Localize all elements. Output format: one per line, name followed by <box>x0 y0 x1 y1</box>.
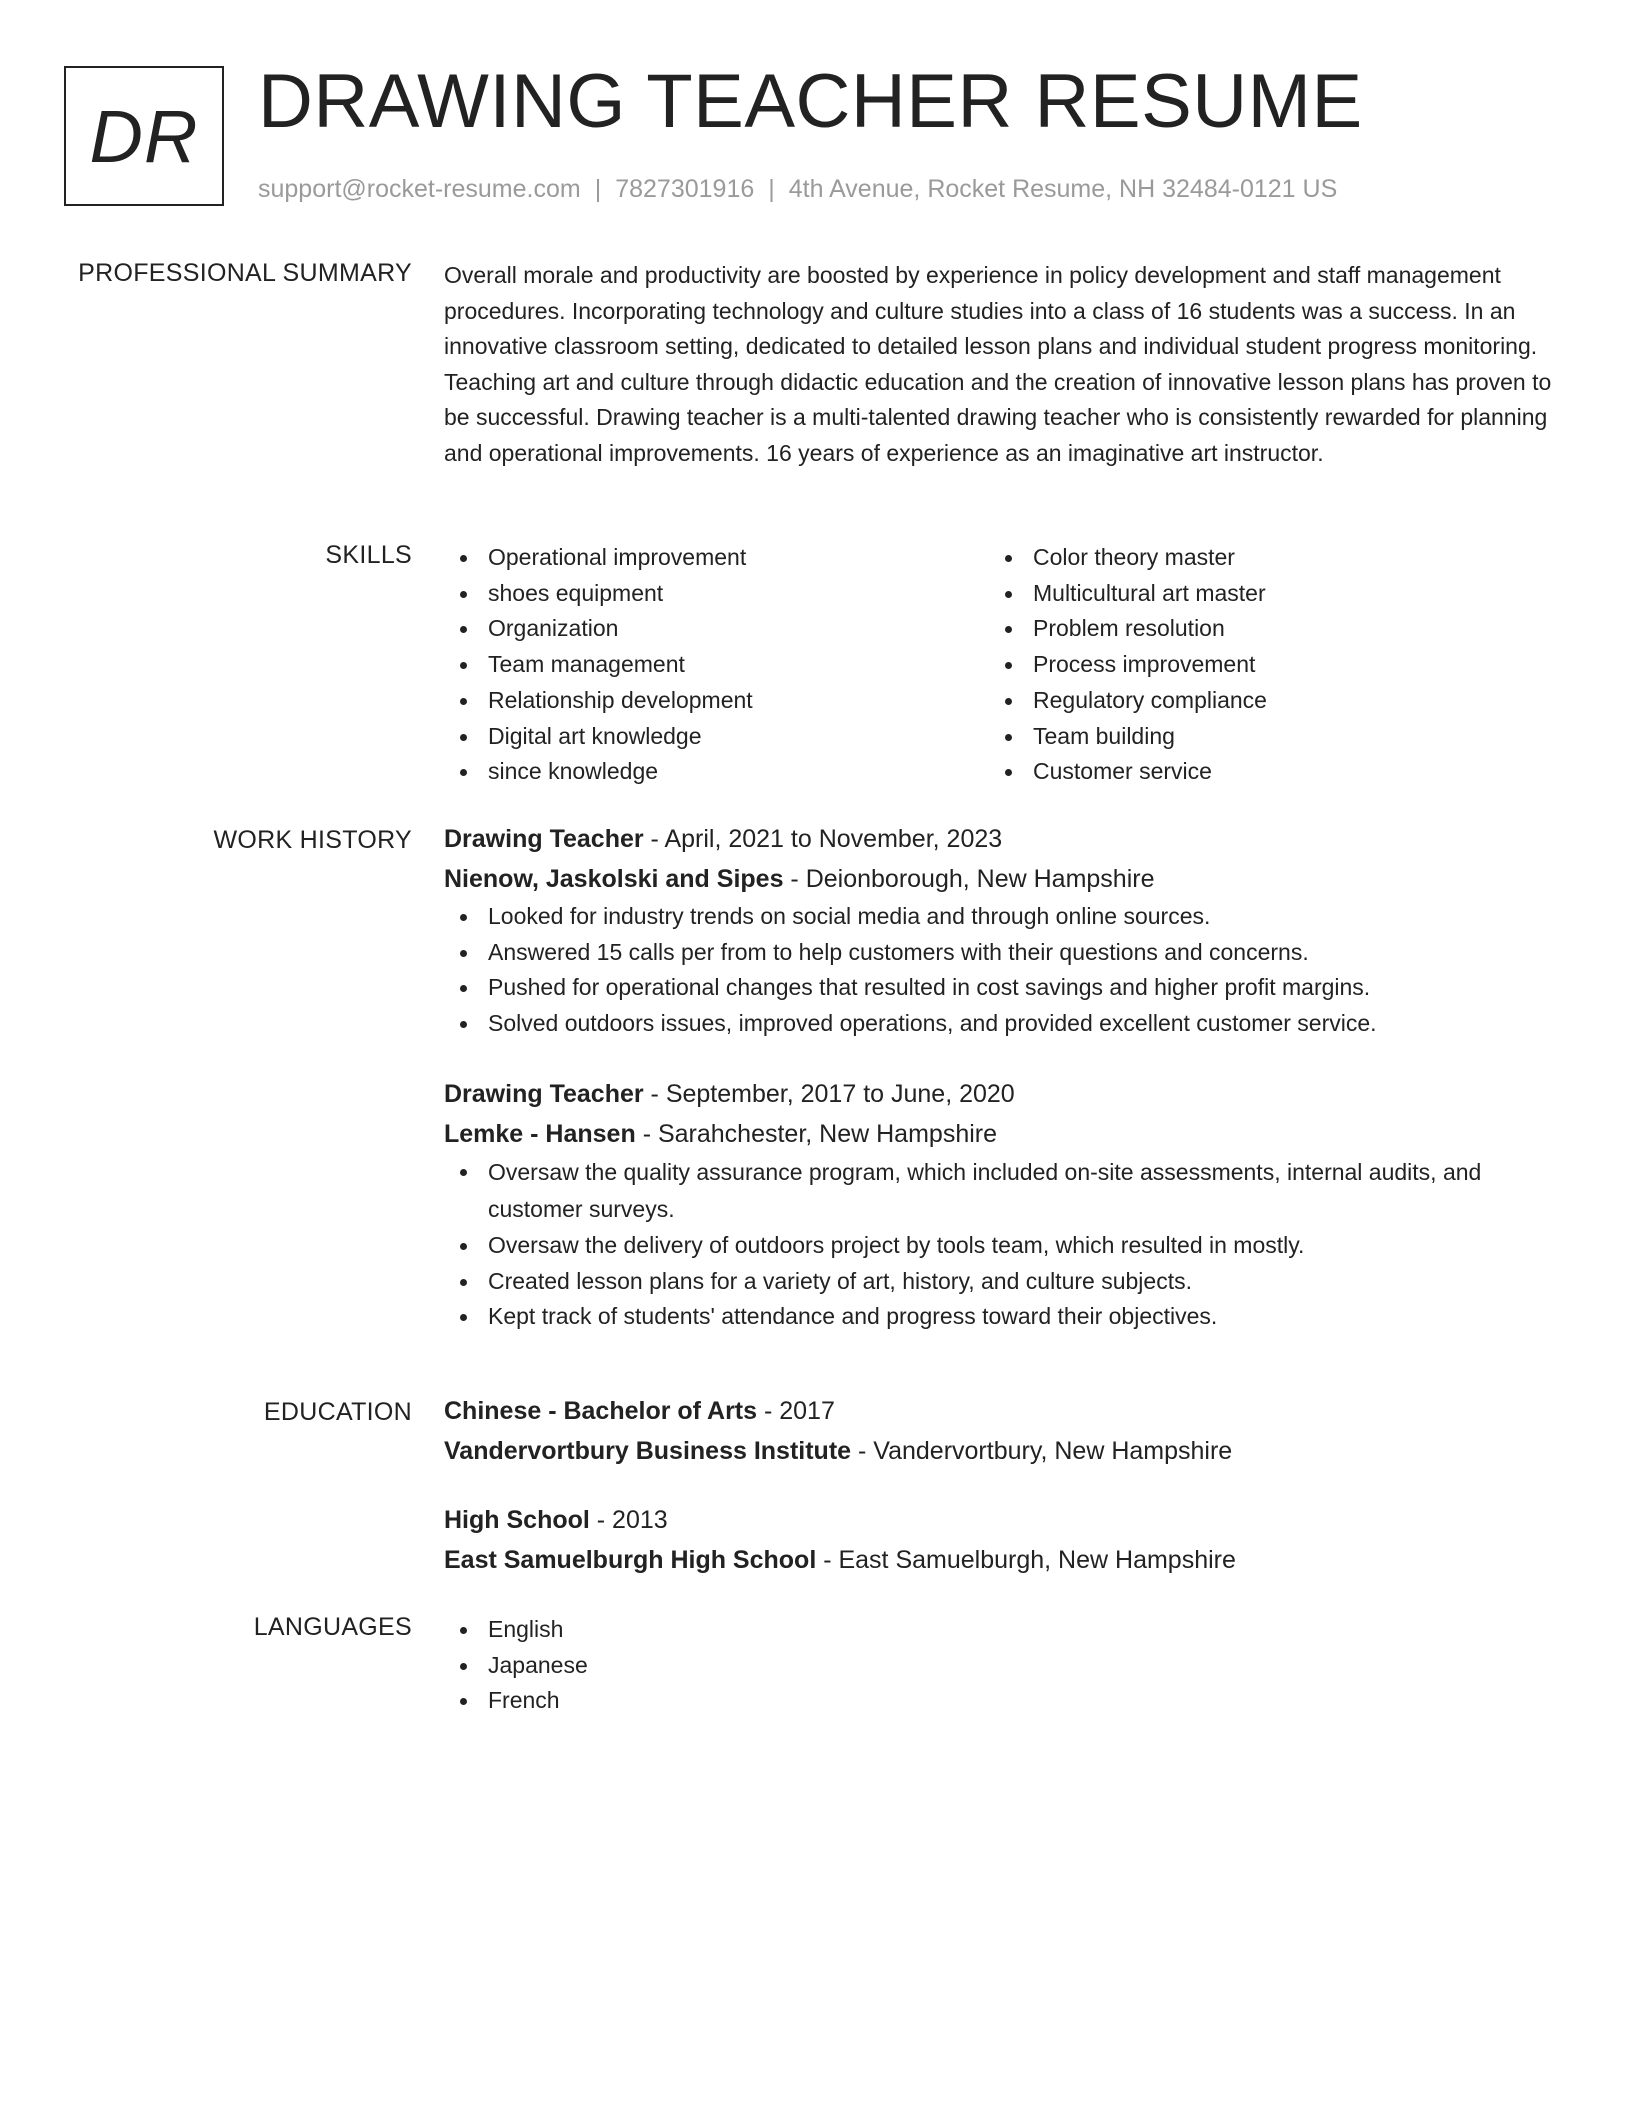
skill-item: Relationship development <box>444 683 989 719</box>
degree-year: - 2013 <box>589 1506 668 1534</box>
job-duty: Oversaw the delivery of outdoors project by tools team, which resulted in mostly. <box>444 1228 1554 1264</box>
job-title-line <box>444 1074 1554 1114</box>
job-company: Nienow, Jaskolski and Sipes <box>444 865 784 893</box>
degree-year: - 2017 <box>757 1397 835 1425</box>
job-duty: Created lesson plans for a variety of art, history, and culture subjects. <box>444 1264 1554 1300</box>
resume-title: DRAWING TEACHER RESUME <box>258 59 1363 144</box>
skill-item: Operational improvement <box>444 540 989 576</box>
section-label-education: EDUCATION <box>263 1398 412 1426</box>
skills-list-left <box>444 540 989 790</box>
school-location: - Vandervortbury, New Hampshire <box>851 1437 1233 1465</box>
section-label-skills: SKILLS <box>325 541 412 569</box>
languages-list <box>444 1612 1554 1719</box>
school-line <box>444 1431 1554 1471</box>
degree-name: Chinese - Bachelor of Arts <box>444 1397 758 1425</box>
job-company: Lemke - Hansen <box>444 1119 636 1148</box>
degree-line <box>444 1500 1554 1540</box>
job-entry <box>444 819 1554 1042</box>
skill-item: Team building <box>989 719 1534 755</box>
job-title: Drawing Teacher <box>444 825 644 853</box>
job-duty: Kept track of students' attendance and progress toward their objectives. <box>444 1299 1554 1335</box>
job-company-line <box>444 859 1554 899</box>
initials-text: DR <box>89 94 199 178</box>
job-entry <box>444 1074 1554 1335</box>
skill-item: Organization <box>444 611 989 647</box>
job-duty: Oversaw the quality assurance program, which included on-site assessments, internal audits, and customer surveys. <box>444 1154 1554 1228</box>
job-dates: - September, 2017 to June, 2020 <box>643 1079 1015 1108</box>
job-location: - Deionborough, New Hampshire <box>783 865 1155 893</box>
skill-item: Color theory master <box>989 540 1534 576</box>
job-duties-list <box>444 1154 1554 1335</box>
skill-item: Regulatory compliance <box>989 683 1534 719</box>
contact-line <box>258 174 1337 204</box>
section-label-languages: LANGUAGES <box>253 1613 412 1641</box>
skill-item: Multicultural art master <box>989 576 1534 612</box>
skill-item: Problem resolution <box>989 611 1534 647</box>
skill-item: Digital art knowledge <box>444 719 989 755</box>
job-title: Drawing Teacher <box>444 1079 644 1108</box>
skill-item: Process improvement <box>989 647 1534 683</box>
education-entry <box>444 1391 1554 1471</box>
skill-item: since knowledge <box>444 754 989 790</box>
school-name: East Samuelburgh High School <box>444 1546 817 1574</box>
school-name: Vandervortbury Business Institute <box>444 1437 852 1465</box>
job-duties-list <box>444 899 1554 1042</box>
contact-phone: 7827301916 <box>615 175 755 203</box>
degree-name: High School <box>444 1506 590 1534</box>
skills-list-right <box>989 540 1534 790</box>
language-item: English <box>444 1612 1554 1648</box>
job-company-line <box>444 1114 1554 1154</box>
job-duty: Pushed for operational changes that resulted in cost savings and higher profit margins. <box>444 970 1554 1006</box>
skill-item: shoes equipment <box>444 576 989 612</box>
initials-monogram <box>64 66 224 206</box>
summary-text: Overall morale and productivity are boosted by experience in policy development and staff management procedures. Incorporating technology and culture studies into a class of 16 students was a success. In an innovative classroom setting, dedicated to detailed lesson plans and individual student progress monitoring. Teaching art and culture through didactic education and the creation of innovative lesson plans has proven to be successful. Drawing teacher is a multi-talented drawing teacher who is consistently rewarded for planning and operational improvements. 16 years of experience as an imaginative art instructor. <box>444 262 1552 466</box>
contact-email: support@rocket-resume.com <box>258 175 581 203</box>
contact-separator: | <box>594 175 602 203</box>
language-item: Japanese <box>444 1648 1554 1684</box>
job-location: - Sarahchester, New Hampshire <box>635 1119 998 1148</box>
job-duty: Looked for industry trends on social media and through online sources. <box>444 899 1554 935</box>
job-title-line <box>444 819 1554 859</box>
school-location: - East Samuelburgh, New Hampshire <box>816 1546 1236 1574</box>
job-duty: Solved outdoors issues, improved operations, and provided excellent customer service. <box>444 1006 1554 1042</box>
job-duty: Answered 15 calls per from to help customers with their questions and concerns. <box>444 935 1554 971</box>
job-dates: - April, 2021 to November, 2023 <box>643 825 1003 853</box>
degree-line <box>444 1391 1554 1431</box>
contact-separator: | <box>768 175 775 203</box>
section-label-summary: PROFESSIONAL SUMMARY <box>78 259 412 287</box>
language-item: French <box>444 1683 1554 1719</box>
school-line <box>444 1540 1554 1580</box>
education-entry <box>444 1500 1554 1580</box>
section-label-work-history: WORK HISTORY <box>213 826 412 854</box>
contact-address: 4th Avenue, Rocket Resume, NH 32484-0121 US <box>788 175 1338 203</box>
skill-item: Customer service <box>989 754 1534 790</box>
skill-item: Team management <box>444 647 989 683</box>
